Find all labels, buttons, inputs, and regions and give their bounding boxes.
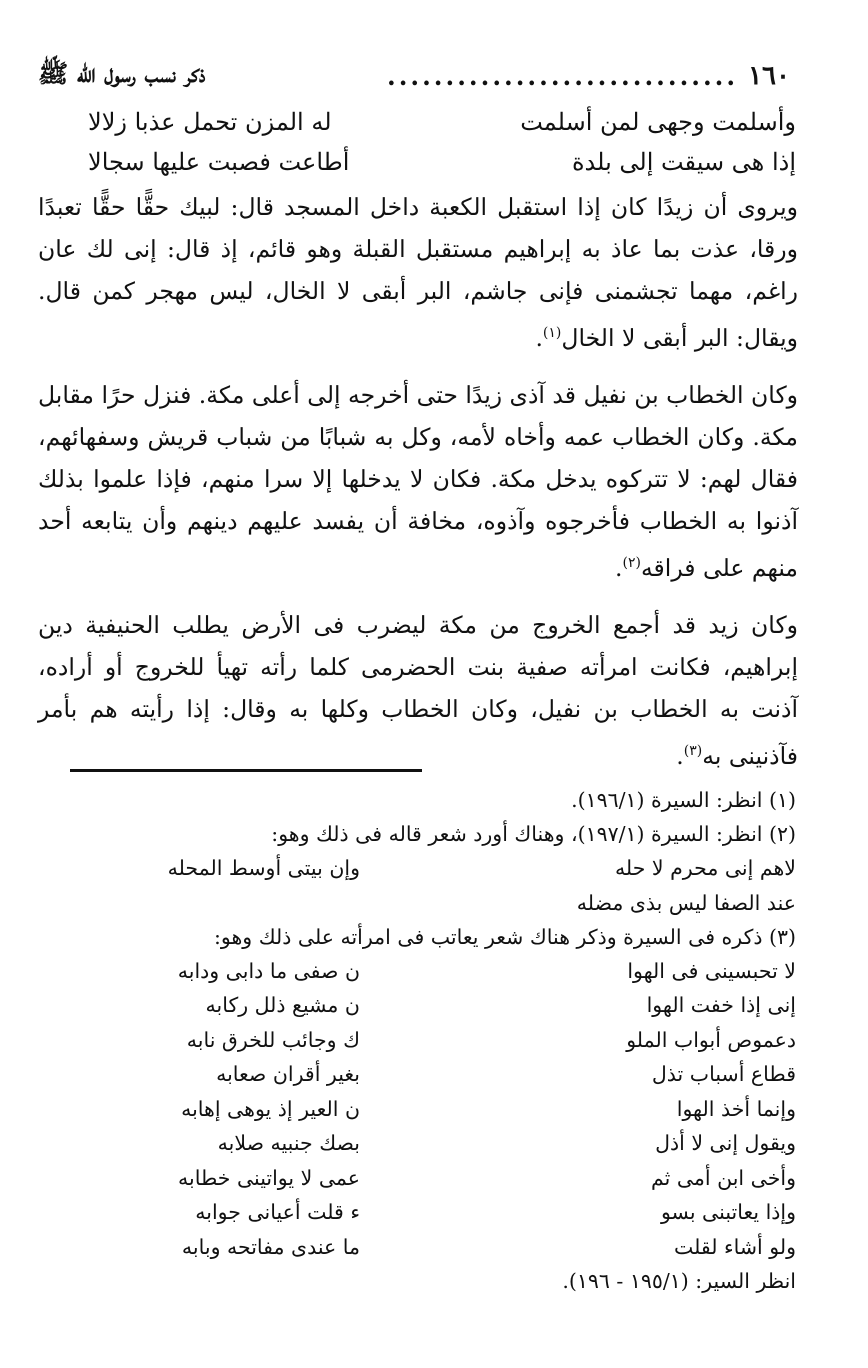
footnote-separator xyxy=(70,769,422,772)
footnote-1: (١) انظر: السيرة (١٩٦/١). xyxy=(571,788,796,812)
footnote-ref: (٣) xyxy=(683,743,703,759)
verse-second-hemistich: أطاعت فصبت عليها سجالا xyxy=(88,148,350,176)
footnote-verse: إنى إذا خفت الهوا ن مشيع ذلل ركابه xyxy=(205,993,796,1018)
footnote-verse: لا تحبسينى فى الهوا ن صفى ما دابى ودابه xyxy=(177,958,796,983)
footnote-verse: وأخى ابن أمى ثم عمى لا يواتينى خطابه xyxy=(178,1165,796,1190)
verse-first-hemistich: إذا هى سيقت إلى بلدة xyxy=(571,148,796,176)
footnote-verse: دعموص أبواب الملو ك وجائب للخرق نابه xyxy=(186,1027,796,1052)
footnote-verse: وإنما أخذ الهوا ن العير إذ يوهى إهابه xyxy=(181,1096,796,1121)
running-header xyxy=(38,56,790,96)
footnote-3: (٣) ذكره فى السيرة وذكر هناك شعر يعاتب فى امرأته على ذلك وهو: xyxy=(213,924,796,949)
footnote-verse: ولو أشاء لقلت ما عندى مفاتحه وبابه xyxy=(181,1234,796,1259)
footnotes xyxy=(70,783,796,1298)
footnote-ref: (١) xyxy=(542,325,562,341)
paragraph-safiyya: وكان زيد قد أجمع الخروج من مكة ليضرب فى الأرض يطلب الحنيفية دين إبراهيم، فكانت امرأته صفية بنت الحضرمى كلما رأته تهيأ للخروج أو أراده، آذنت به الخطاب بن نفيل، وكان الخطاب وكلها به وقال: إذا رأيته هم بأمر فآذنينى به$^{(٣)}$. xyxy=(38,611,798,770)
poem-verse xyxy=(88,102,796,142)
footnote-source: انظر السير: (١٩٥/١ - ١٩٦). xyxy=(562,1269,796,1293)
verse-second-hemistich: له المزن تحمل عذبا زلالا xyxy=(88,108,332,136)
footnote-2: (٢) انظر: السيرة (١٩٧/١)، وهناك أورد شعر قاله فى ذلك وهو: xyxy=(271,822,796,846)
footnote-verse-line: عند الصفا ليس بذى مضله xyxy=(576,890,796,915)
footnote-verse: ويقول إنى لا أذل بصك جنبيه صلابه xyxy=(217,1131,796,1156)
header-title: ذكر نسب رسول الله ﷺ xyxy=(38,58,206,88)
footnote-verse: وإذا يعاتبنى بسو ء قلت أعيانى جوابه xyxy=(195,1200,796,1225)
footnote-ref: (٢) xyxy=(622,555,641,571)
footnote-verse: لاهم إنى محرم لا حله وإن بيتى أوسط المحله xyxy=(167,856,796,881)
footnote-verse: قطاع أسباب تذل بغير أقران صعابه xyxy=(216,1062,796,1087)
verse-first-hemistich: وأسلمت وجهى لمن أسلمت xyxy=(520,108,796,136)
paragraph-talbiya: ويروى أن زيدًا كان إذا استقبل الكعبة داخل المسجد قال: لبيك حقًّا حقًّا تعبدًا ورقا، عذت بما عاذ به إبراهيم مستقبل القبلة وهو قائم، إذ قال: إنى لك عان راغم، مهما تجشمنى فإنى جاشم، البر أبقى لا الخال، ليس مهجر كمن قال. ويقال: البر أبقى لا الخال$^{(١)}$. xyxy=(38,193,798,352)
header-leader-dots: .............................. xyxy=(386,61,739,91)
poem-verse xyxy=(88,142,796,182)
paragraph-khattab: وكان الخطاب بن نفيل قد آذى زيدًا حتى أخرجه إلى أعلى مكة. فنزل حرًا مقابل مكة. وكان الخطاب عمه وأخاه لأمه، وكل به شبابًا من شباب قريش وسفهائهم، فقال لهم: لا تتركوه يدخل مكة. فكان لا يدخلها إلا سرا منهم، فإذا علموا بذلك آذنوا به الخطاب فأخرجوه وآذوه، مخافة أن يفسد عليهم دينهم وأن يتابعه أحد منهم على فراقه$^{(٢)}$. xyxy=(38,381,798,582)
opening-poem xyxy=(88,102,796,182)
page-number: ١٦٠ xyxy=(748,61,790,91)
